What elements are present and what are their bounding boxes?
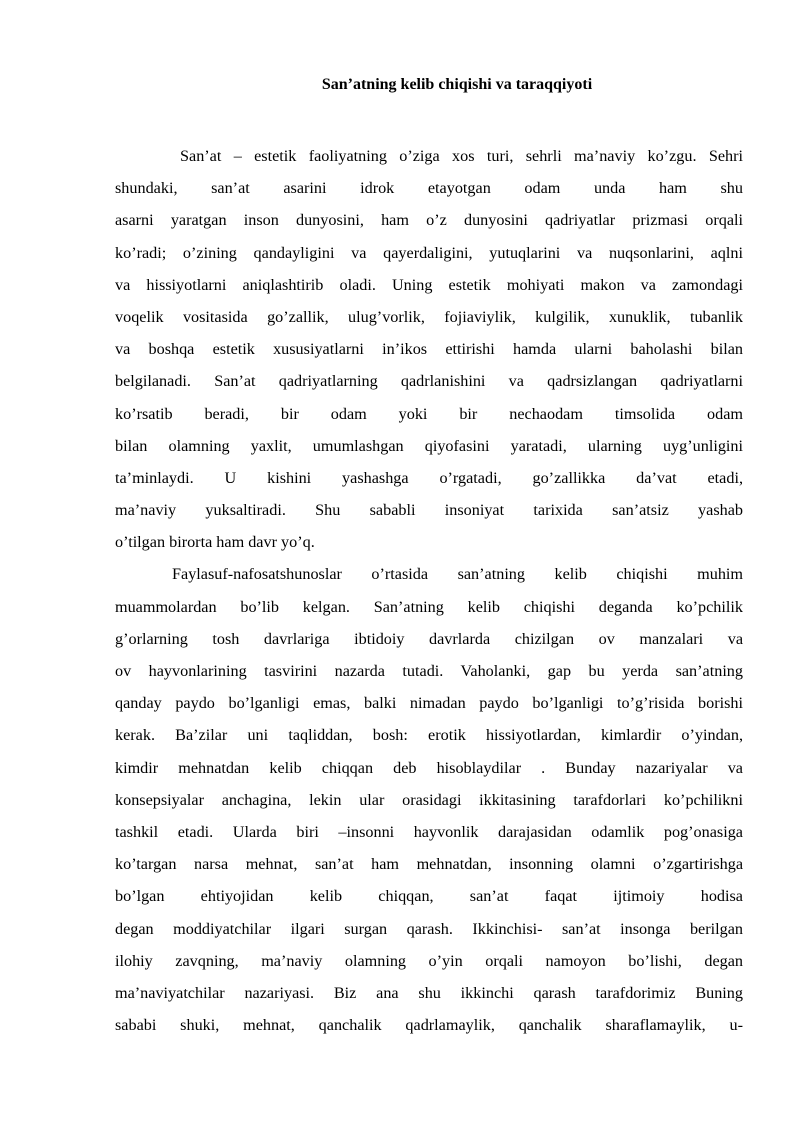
paragraph-line: ilohiy zavqning, ma’naviy olamning o’yin orqali namoyon bo’lishi, degan xyxy=(115,951,743,970)
paragraph-line: ov hayvonlarining tasvirini nazarda tutadi. Vaholanki, gap bu yerda san’atning xyxy=(115,662,743,680)
paragraph-line: kerak. Ba’zilar uni taqliddan, bosh: erotik hissiyotlardan, kimlardir o’yindan, xyxy=(115,726,743,745)
document-title: San’atning kelib chiqishi va taraqqiyoti xyxy=(321,76,593,93)
paragraph-line: tashkil etadi. Ularda biri –insonni hayvonlik darajasidan odamlik pog’onasiga xyxy=(115,822,743,841)
paragraph-line: g’orlarning tosh davrlariga ibtidoiy davrlarda chizilgan ov manzalari va xyxy=(115,629,743,648)
paragraph-line: ma’naviyatchilar nazariyasi. Biz ana shu ikkinchi qarash tarafdorimiz Buning xyxy=(115,983,743,1002)
paragraph-line: shundaki, san’at asarini idrok etayotgan odam unda ham shu xyxy=(115,179,743,198)
paragraph-line: qanday paydo bo’lganligi emas, balki nimadan paydo bo’lganligi to’g’risida borishi xyxy=(115,694,743,713)
paragraph-line: ta’minlaydi. U kishini yashashga o’rgatadi, go’zallikka da’vat etadi, xyxy=(115,468,743,487)
paragraph-line: Faylasuf-nafosatshunoslar o’rtasida san’atning kelib chiqishi muhim xyxy=(172,565,743,584)
paragraph-line: bilan olamning yaxlit, umumlashgan qiyofasini yaratadi, ularning uyg’unligini xyxy=(115,436,743,455)
paragraph-line: asarni yaratgan inson dunyosini, ham o’z dunyosini qadriyatlar prizmasi orqali xyxy=(115,211,743,230)
paragraph-line: ko’targan narsa mehnat, san’at ham mehnatdan, insonning olamni o’zgartirishga xyxy=(115,855,743,874)
paragraph-line: ko’radi; o’zining qandayligini va qayerdaligini, yutuqlarini va nuqsonlarini, aqlni xyxy=(115,243,743,262)
paragraph-line: belgilanadi. San’at qadriyatlarning qadrlanishini va qadrsizlangan qadriyatlarni xyxy=(115,372,743,391)
paragraph-line: va hissiyotlarni aniqlashtirib oladi. Uning estetik mohiyati makon va zamondagi xyxy=(115,275,743,294)
paragraph-line: San’at – estetik faoliyatning o’ziga xos turi, sehrli ma’naviy ko’zgu. Sehri xyxy=(180,147,743,165)
paragraph-line: ma’naviy yuksaltiradi. Shu sababli insoniyat tarixida san’atsiz yashab xyxy=(115,501,743,520)
paragraph-line: kimdir mehnatdan kelib chiqqan deb hisoblaydilar . Bunday nazariyalar va xyxy=(115,758,743,777)
paragraph-line: ko’rsatib beradi, bir odam yoki bir nechaodam timsolida odam xyxy=(115,404,743,423)
paragraph-line: bo’lgan ehtiyojidan kelib chiqqan, san’at faqat ijtimoiy hodisa xyxy=(115,887,743,906)
paragraph-line: konsepsiyalar anchagina, lekin ular orasidagi ikkitasining tarafdorlari ko’pchilikni xyxy=(115,790,743,809)
paragraph-line: muammolardan bo’lib kelgan. San’atning kelib chiqishi deganda ko’pchilik xyxy=(115,597,743,616)
paragraph-line: degan moddiyatchilar ilgari surgan qarash. Ikkinchisi- san’at insonga berilgan xyxy=(115,919,743,938)
document-body xyxy=(115,140,743,1041)
paragraph-line: sababi shuki, mehnat, qanchalik qadrlamaylik, qanchalik sharaflamaylik, u- xyxy=(115,1016,743,1035)
paragraph-line: o’tilgan birorta ham davr yo’q. xyxy=(115,533,315,552)
paragraph-line: voqelik vositasida go’zallik, ulug’vorlik, fojiaviylik, kulgilik, xunuklik, tubanlik xyxy=(115,307,743,326)
paragraph-line: va boshqa estetik xususiyatlarni in’ikos ettirishi hamda ularni baholashi bilan xyxy=(115,340,743,359)
